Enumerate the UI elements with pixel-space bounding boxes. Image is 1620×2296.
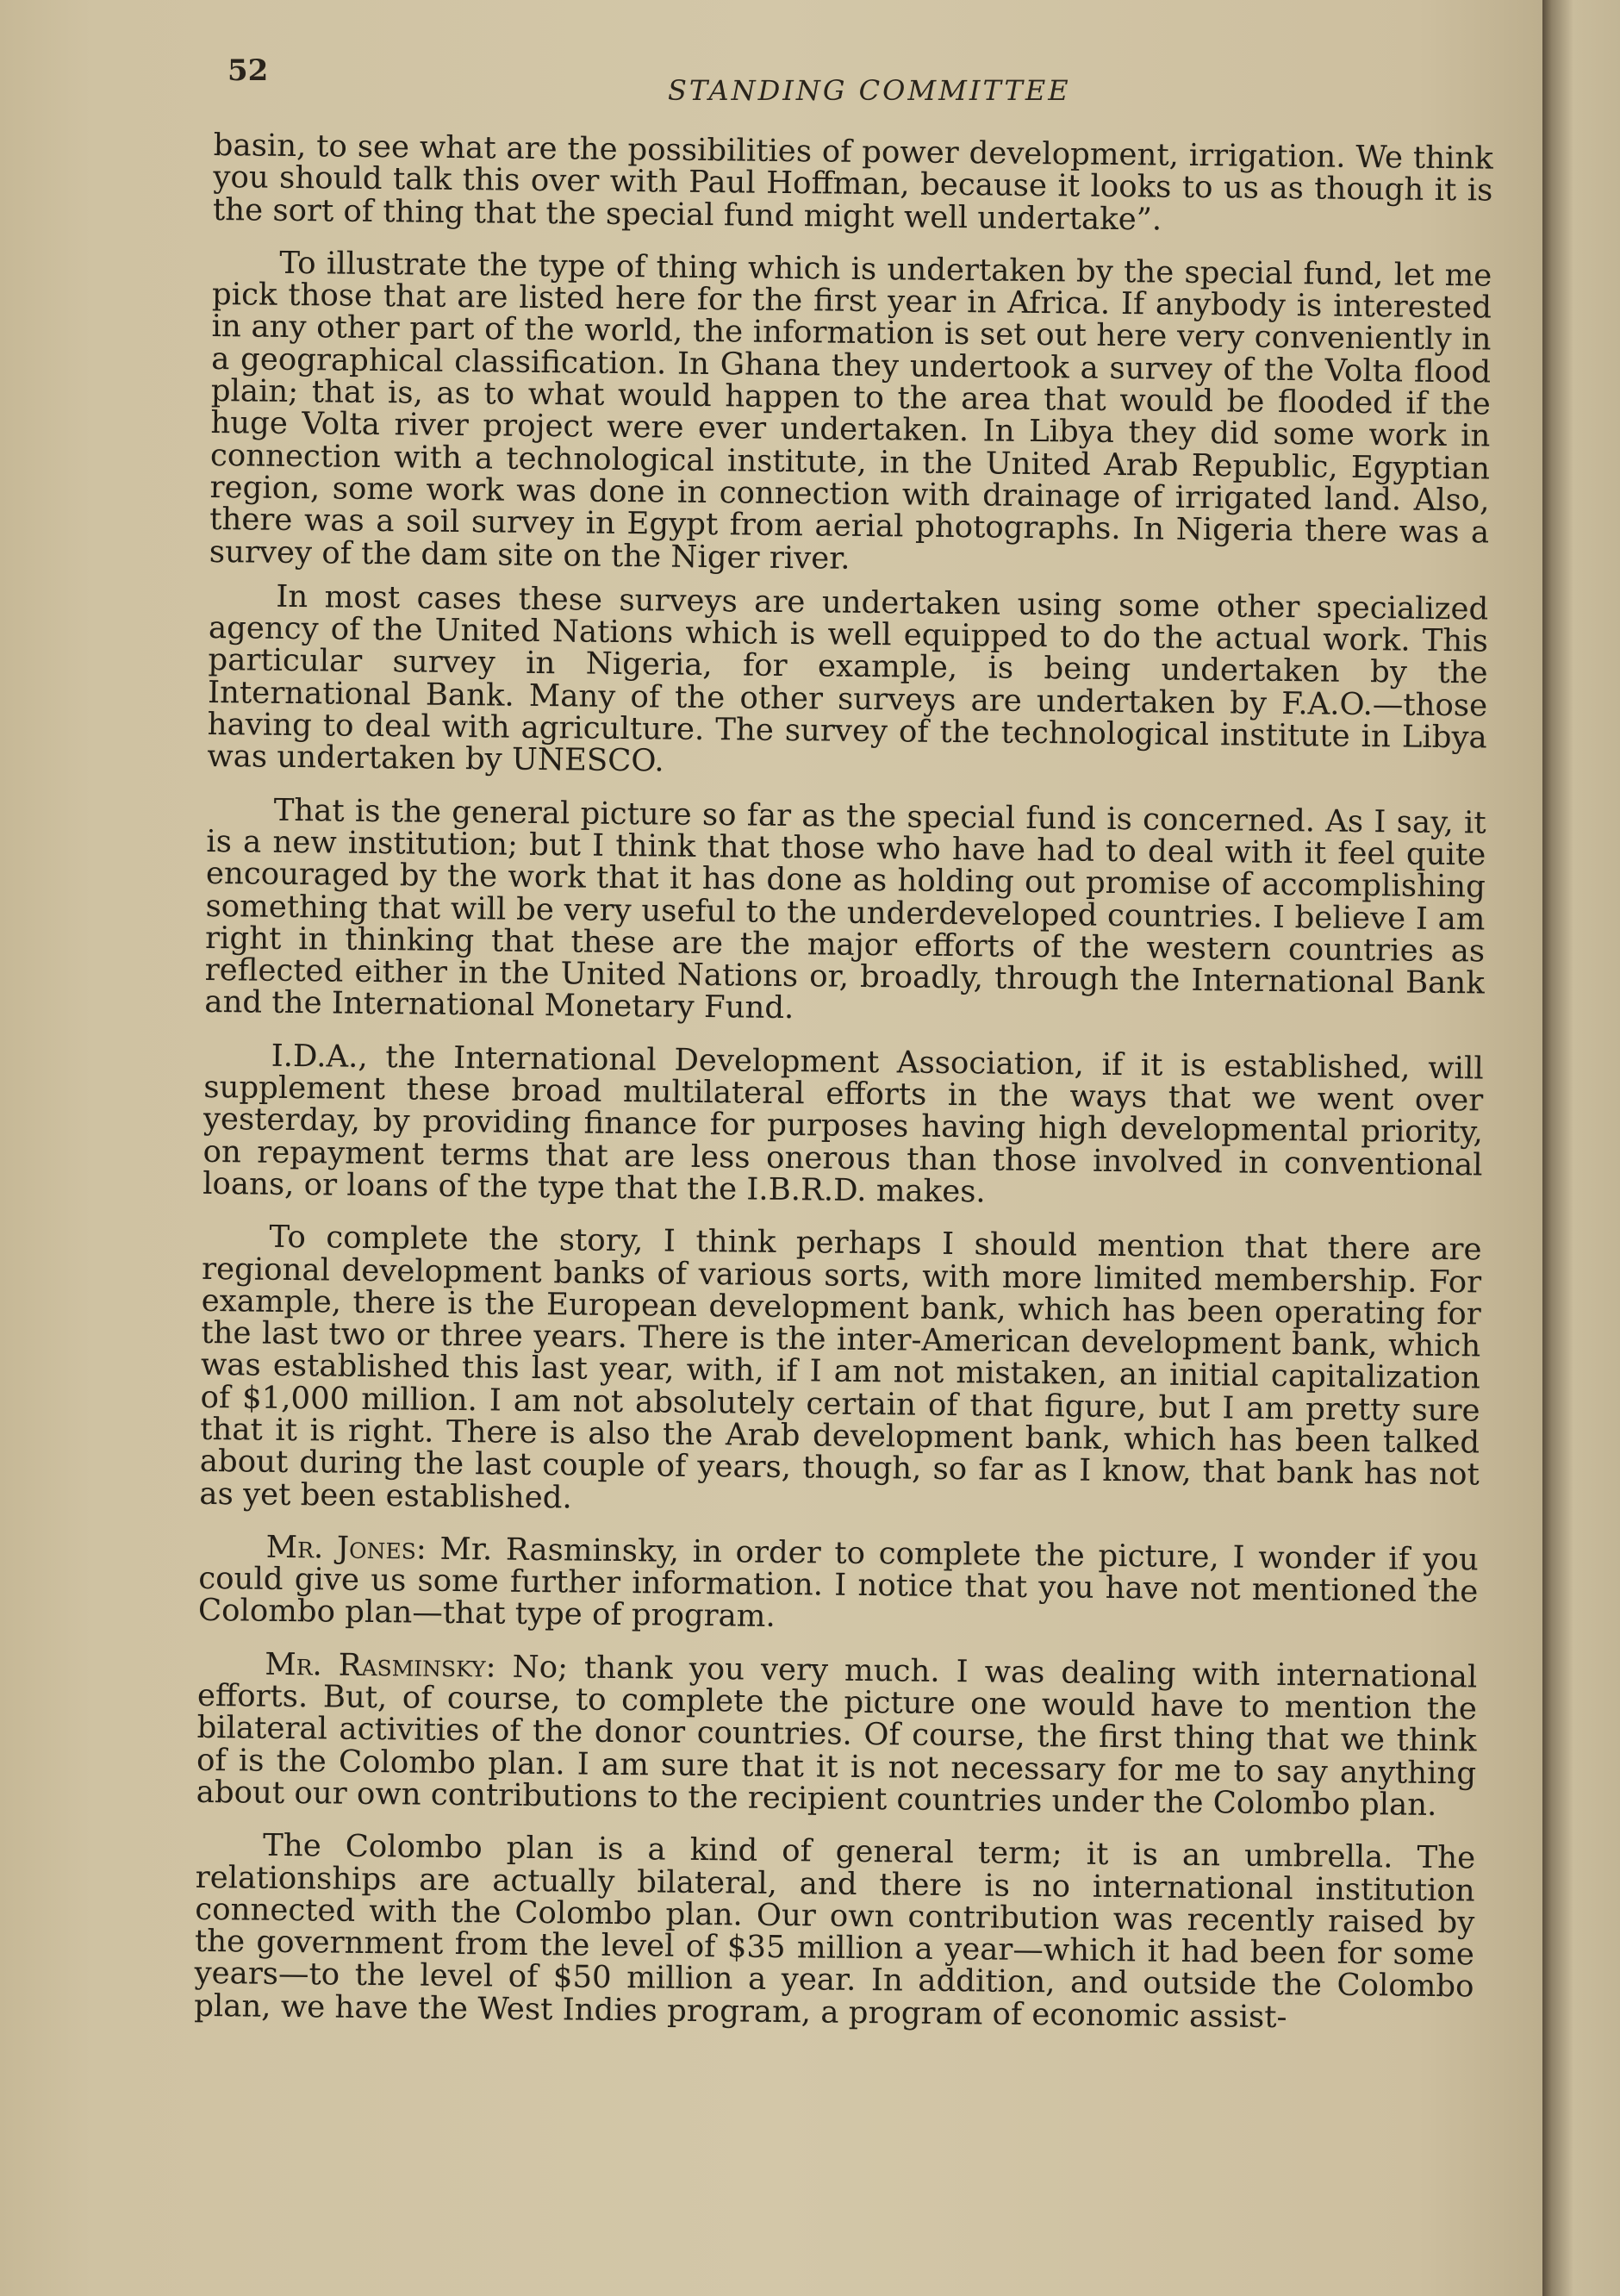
- paragraph-text: I.D.A., the International Development Association, if it is established, will supplement these broad multilateral efforts in the ways that we went over yesterday, by providing finance for purposes having high developmental priority, on repayment terms that are less onerous than those involved in conventional loans, or loans of the type that the I.B.R.D. makes.: [202, 1038, 1484, 1210]
- paragraph: [202, 1039, 1484, 1214]
- body-text: [194, 129, 1493, 2056]
- paragraph-text: basin, to see what are the possibilities of power development, irrigation. We think you should talk this over with Paul Hoffman, because it looks to us as though it is the sort of thing that the special fund might well undertake”.: [212, 128, 1493, 238]
- paragraph-text: Mr. Rasminsky, in order to complete the picture, I wonder if you could give us some further information. I notice that you have not mentioned the Colombo plan—that type of program.: [197, 1531, 1479, 1635]
- paragraph: [213, 129, 1493, 239]
- paragraph: [198, 1531, 1479, 1640]
- paragraph-text: That is the general picture so far as the special fund is concerned. As I say, it is a new institution; but I think that those who have had to deal with it feel quite encouraged by the work that it has done as holding out promise of accomplishing something that will be very useful to the underdeveloped countries. I believe I am right in thinking that these are the major efforts of the western countries as reflected either in the United Nations or, broadly, through the International Bank and the International Monetary Fund.: [204, 792, 1486, 1026]
- paragraph-text: No; thank you very much. I was dealing with international efforts. But, of course, to complete the picture one would have to mention the bilateral activities of the donor countries. Of course, the first thing that we think of is the Colombo plan. I am sure that it is not necessary for me to say anything about our own contributions to the recipient countries under the Colombo plan.: [196, 1649, 1478, 1823]
- paragraph-text: In most cases these surveys are undertaken using some other specialized agency of the United Nations which is well equipped to do the actual work. This particular survey in Nigeria, for example, is being undertaken by the International Bank. Many of the other surveys are undertaken by F.A.O.—those having to deal with agriculture. The survey of the technological institute in Libya was undertaken by UNESCO.: [207, 578, 1489, 779]
- speaker-name: Mr. Rasminsky:: [265, 1646, 496, 1685]
- page-header: [224, 52, 1465, 112]
- paragraph: [196, 1648, 1478, 1822]
- paragraph: [199, 1220, 1481, 1523]
- paragraph: [204, 794, 1486, 1033]
- running-head: STANDING COMMITTEE: [668, 74, 1071, 107]
- paragraph-text: The Colombo plan is a kind of general term; it is an umbrella. The relationships are actually bilateral, and there is no international institution connected with the Colombo plan. Our own contribution was recently raised by the government from the level of $35 million a year—which it had been for some years—to the level of $50 million a year. In addition, and outside the Colombo plan, we have the West Indies program, a program of economic assist-: [193, 1827, 1476, 2035]
- paragraph: [207, 580, 1488, 786]
- paragraph-text: To complete the story, I think perhaps I should mention that there are regional development banks of various sorts, with more limited membership. For example, there is the European development bank, which has been operating for the last two or three years. There is the inter-American development bank, which was established this last year, with, if I am not mistaken, an initial capitalization of $1,000 million. I am not absolutely certain of that figure, but I am pretty sure that it is right. There is also the Arab development bank, which has been talked about during the last couple of years, though, so far as I know, that bank has not as yet been established.: [199, 1219, 1482, 1516]
- page-number: 52: [227, 53, 269, 88]
- paragraph-text: To illustrate the type of thing which is undertaken by the special fund, let me pick those that are listed here for the first year in Africa. If anybody is interested in any other part of the world, the information is set out here very conveniently in a geographical classification. In Ghana they undertook a survey of the Volta flood plain; that is, as to what would happen to the area that would be flooded if the huge Volta river project were ever undertaken. In Libya they did some work in connection with a technological institute, in the United Arab Republic, Egyptian region, some work was done in connection with drainage of irrigated land. Also, there was a soil survey in Egypt from aerial photographs. In Nigeria there was a survey of the dam site on the Niger river.: [209, 245, 1492, 577]
- paragraph: [209, 246, 1492, 581]
- paragraph: [194, 1829, 1475, 2035]
- speaker-name: Mr. Jones:: [265, 1529, 427, 1567]
- adjacent-page-edge: [1542, 0, 1620, 2296]
